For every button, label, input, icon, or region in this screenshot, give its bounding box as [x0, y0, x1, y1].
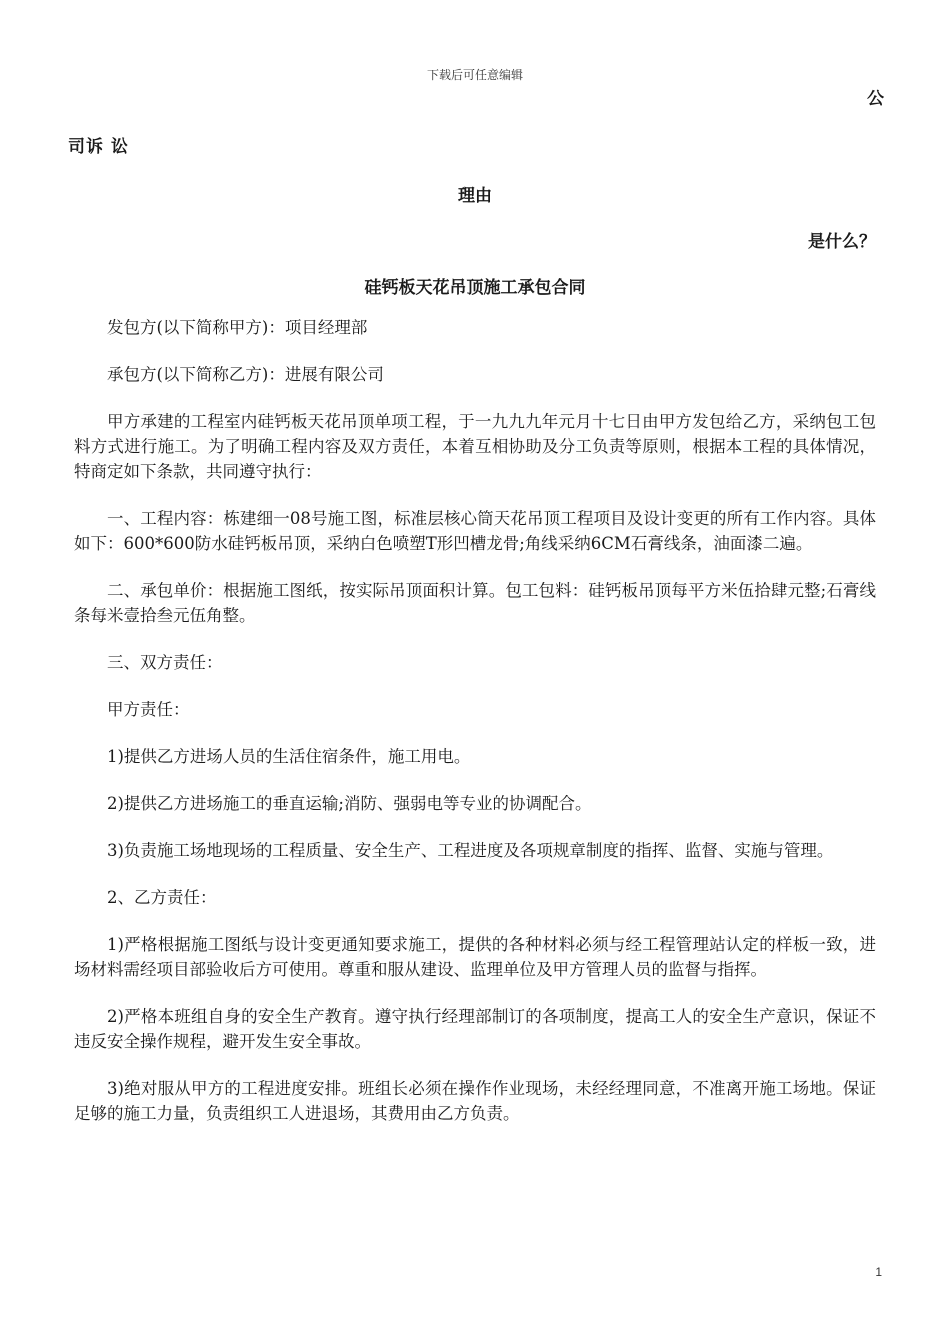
paragraph-party-a-item-3: 3)负责施工场地现场的工程质量、安全生产、工程进度及各项规章制度的指挥、监督、实施与管理。: [107, 841, 834, 860]
contract-title: 硅钙板天花吊顶施工承包合同: [364, 278, 586, 298]
paragraph-intro: 甲方承建的工程室内硅钙板天花吊顶单项工程，于一九九九年元月十七日由甲方发包给乙方，采纳包工包料方式进行施工。为了明确工程内容及双方责任，本着互相协助及分工负责等原则，根据本工程的具体情况，特商定如下条款，共同遵守执行：: [74, 412, 876, 481]
page-number: 1: [875, 1265, 882, 1279]
paragraph-party-b-item-2: 2)严格本班组自身的安全生产教育。遵守执行经理部制订的各项制度，提高工人的安全生产意识，保证不违反安全操作规程，避开发生安全事故。: [74, 1007, 876, 1051]
paragraph-unit-price: 二、承包单价：根据施工图纸，按实际吊顶面积计算。包工包料：硅钙板吊顶每平方米伍拾肆元整;石膏线条每米壹拾叁元伍角整。: [74, 581, 876, 625]
paragraph-employer: 发包方(以下简称甲方)：项目经理部: [107, 318, 368, 337]
paragraph-party-a-item-2: 2)提供乙方进场施工的垂直运输;消防、强弱电等专业的协调配合。: [107, 794, 592, 813]
paragraph-party-a-heading: 甲方责任：: [107, 700, 190, 719]
header-note: 下载后可任意编辑: [426, 68, 523, 82]
paragraph-party-b-item-1: 1)严格根据施工图纸与设计变更通知要求施工，提供的各种材料必须与经工程管理站认定的样板一致，进场材料需经项目部验收后方可使用。尊重和服从建设、监理单位及甲方管理人员的监督与指挥。: [74, 935, 876, 979]
heading-fragment-sisu: 司诉 讼: [68, 137, 129, 157]
paragraph-party-a-item-1: 1)提供乙方进场人员的生活住宿条件，施工用电。: [107, 747, 471, 766]
heading-fragment-gong: 公: [867, 89, 884, 109]
paragraph-contractor: 承包方(以下简称乙方)：进展有限公司: [107, 365, 384, 384]
paragraph-party-b-heading: 2、乙方责任：: [107, 888, 217, 907]
heading-fragment-liyou: 理由: [458, 186, 492, 206]
paragraph-scope: 一、工程内容：栋建细一08号施工图，标准层核心筒天花吊顶工程项目及设计变更的所有工作内容。具体如下：600*600防水硅钙板吊顶，采纳白色喷塑T形凹槽龙骨;角线采纳6CM石膏线条，油面漆二遍。: [74, 509, 876, 553]
contract-body: [74, 315, 876, 1148]
paragraph-party-b-item-3: 3)绝对服从甲方的工程进度安排。班组长必须在操作作业现场，未经经理同意，不准离开施工场地。保证足够的施工力量，负责组织工人进退场，其费用由乙方负责。: [74, 1079, 876, 1123]
heading-fragment-shishenme: 是什么？: [808, 232, 876, 252]
paragraph-responsibilities-heading: 三、双方责任：: [107, 653, 223, 672]
